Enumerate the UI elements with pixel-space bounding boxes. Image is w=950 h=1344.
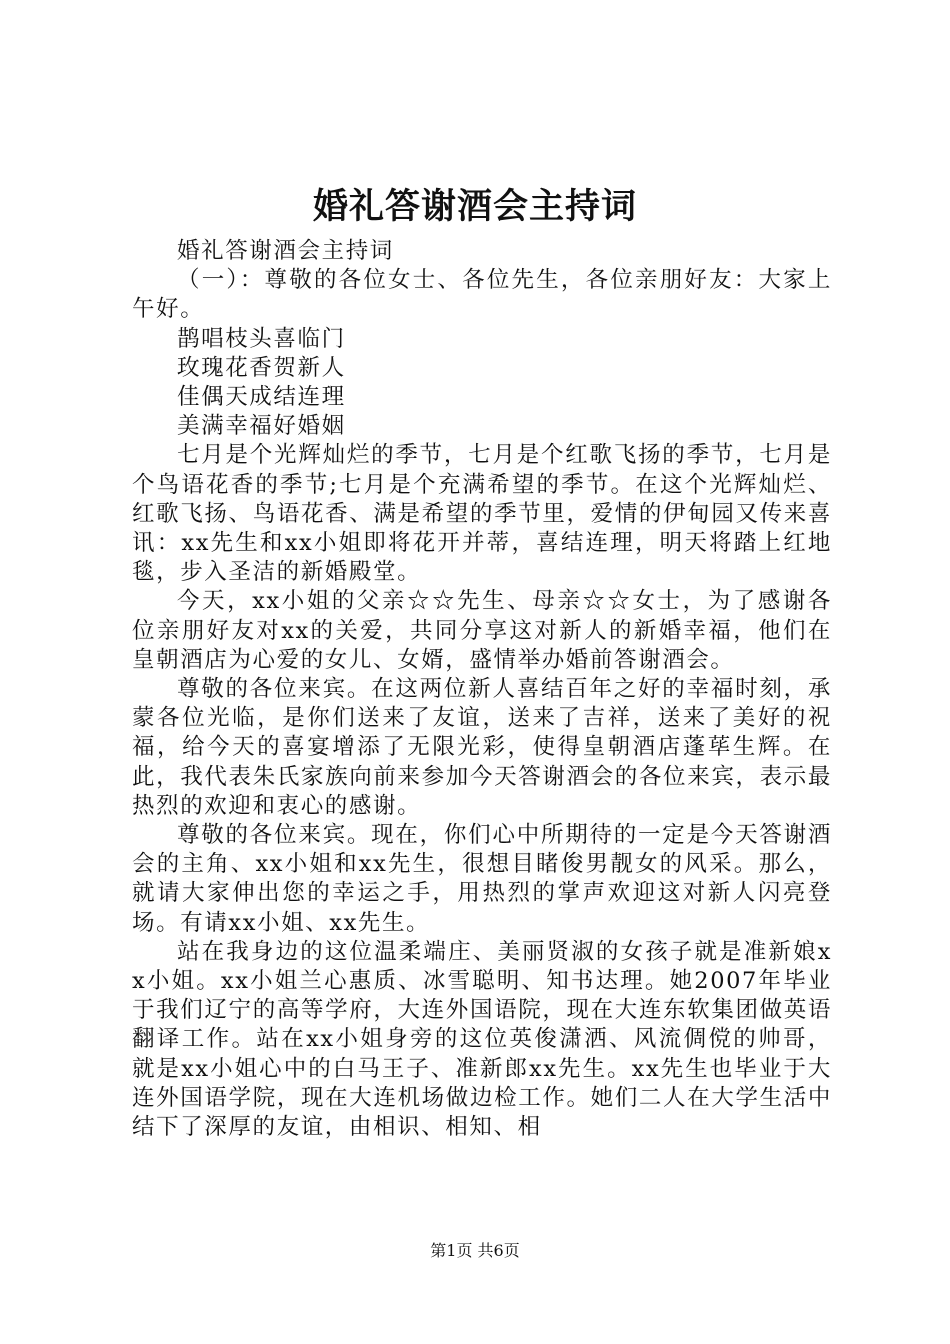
paragraph: 今天，xx小姐的父亲☆☆先生、母亲☆☆女士，为了感谢各位亲朋好友对xx的关爱，共同分享这对新人的新婚幸福，他们在皇朝酒店为心爱的女儿、女婿，盛情举办婚前答谢酒会。	[132, 588, 832, 673]
paragraph: 七月是个光辉灿烂的季节，七月是个红歌飞扬的季节，七月是个鸟语花香的季节;七月是个充满希望的季节。在这个光辉灿烂、红歌飞扬、鸟语花香、满是希望的季节里，爱情的伊甸园又传来喜讯：xx先生和xx小姐即将花开并蒂，喜结连理，明天将踏上红地毯，步入圣洁的新婚殿堂。	[132, 442, 832, 586]
paragraph: 婚礼答谢酒会主持词	[177, 238, 394, 264]
document-body	[132, 237, 832, 1142]
poem-line: 佳偶天成结连理	[177, 384, 346, 411]
paragraph: 站在我身边的这位温柔端庄、美丽贤淑的女孩子就是准新娘xx小姐。xx小姐兰心惠质、冰雪聪明、知书达理。她2007年毕业于我们辽宁的高等学府，大连外国语院，现在大连东软集团做英语翻译工作。站在xx小姐身旁的这位英俊潇洒、风流倜傥的帅哥，就是xx小姐心中的白马王子、准新郎xx先生。xx先生也毕业于大连外国语学院，现在大连机场做边检工作。她们二人在大学生活中结下了深厚的友谊，由相识、相知、相	[132, 938, 832, 1141]
document-title: 婚礼答谢酒会主持词	[312, 186, 637, 227]
poem-line: 美满幸福好婚姻	[177, 413, 346, 440]
poem-line: 玫瑰花香贺新人	[177, 354, 346, 381]
paragraph: （一）：尊敬的各位女士、各位先生，各位亲朋好友：大家上午好。	[132, 267, 832, 323]
paragraph: 尊敬的各位来宾。在这两位新人喜结百年之好的幸福时刻，承蒙各位光临，是你们送来了友谊，送来了吉祥，送来了美好的祝福，给今天的喜宴增添了无限光彩，使得皇朝酒店蓬荜生辉。在此，我代表朱氏家族向前来参加今天答谢酒会的各位来宾，表示最热烈的欢迎和衷心的感谢。	[132, 676, 832, 819]
paragraph: 尊敬的各位来宾。现在，你们心中所期待的一定是今天答谢酒会的主角、xx小姐和xx先生，很想目睹俊男靓女的风采。那么，就请大家伸出您的幸运之手，用热烈的掌声欢迎这对新人闪亮登场。有请xx小姐、xx先生。	[132, 822, 832, 936]
page-footer: 第1页 共6页	[430, 1241, 520, 1260]
poem-line: 鹊唱枝头喜临门	[177, 325, 346, 352]
